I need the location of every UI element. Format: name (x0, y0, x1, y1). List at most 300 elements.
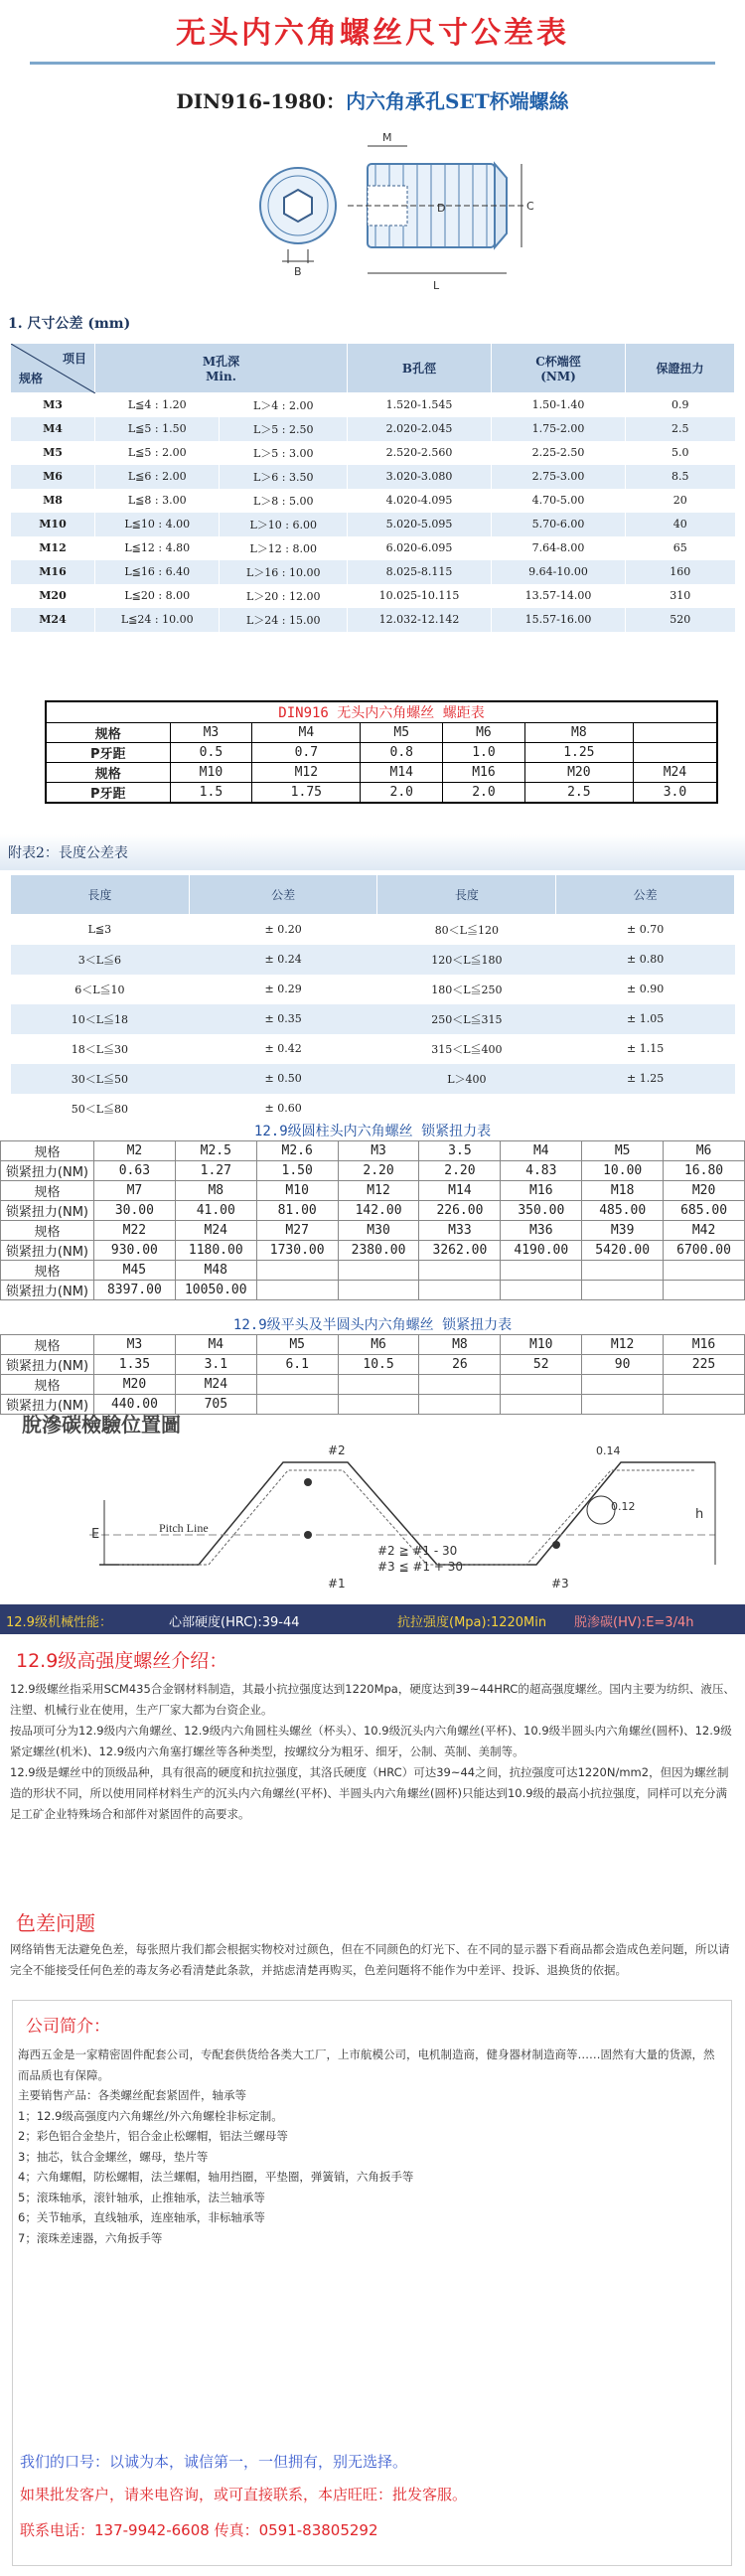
pitch-cell: 2.0 (361, 783, 443, 804)
torque-cell: 4.83 (501, 1161, 582, 1181)
c-cell: 7.64-8.00 (492, 536, 626, 560)
pitch-cell: 1.0 (443, 743, 525, 763)
c-cell: 13.57-14.00 (492, 584, 626, 608)
size-cell: M3 (93, 1335, 175, 1355)
set-screw-diagram (0, 124, 745, 303)
size-cell: M6 (11, 465, 95, 489)
size-cell: M18 (582, 1181, 664, 1201)
torque-cell: 6.1 (256, 1355, 338, 1375)
standard-code: DIN916-1980： (176, 89, 347, 113)
row-label: 规格 (1, 1261, 94, 1281)
row-label: 锁紧扭力(NM) (1, 1281, 94, 1300)
pitch-cell: M10 (170, 763, 252, 783)
size-cell: M24 (175, 1221, 256, 1241)
length-cell: ± 0.29 (189, 975, 377, 1004)
b-cell: 2.520-2.560 (348, 441, 492, 465)
color-diff-title: 色差问题 (16, 1911, 95, 1935)
page-title: 无头内六角螺丝尺寸公差表 (176, 16, 569, 51)
torque-cell: 1730.00 (256, 1241, 338, 1261)
torque-cell: 930.00 (93, 1241, 175, 1261)
core-hardness: 心部硬度(HRC):39-44 (169, 1615, 300, 1630)
torque-cell: 41.00 (175, 1201, 256, 1221)
length-cell: ± 1.15 (556, 1034, 735, 1064)
torque-cell: 350.00 (501, 1201, 582, 1221)
table-row (11, 1094, 735, 1124)
size-cell: M8 (419, 1335, 501, 1355)
b-cell: 10.025-10.115 (348, 584, 492, 608)
table-row (11, 560, 735, 584)
size-cell: M20 (664, 1181, 745, 1201)
b-cell: 3.020-3.080 (348, 465, 492, 489)
size-cell: M16 (664, 1335, 745, 1355)
length-cell: 50＜L≦80 (11, 1094, 190, 1124)
torque-size-row (1, 1141, 745, 1161)
torque-cell: 2.20 (419, 1161, 501, 1181)
company-line: 主要销售产品：各类螺丝配套紧固件，轴承等 (18, 2088, 246, 2102)
length-cell: ± 0.42 (189, 1034, 377, 1064)
m-long-cell: L＞6 : 3.50 (220, 465, 348, 489)
length-cell: 315＜L≦400 (377, 1034, 556, 1064)
size-cell: M4 (175, 1335, 256, 1355)
pitch-cell: M14 (361, 763, 443, 783)
pitch-cell: M8 (524, 723, 633, 743)
size-cell (338, 1261, 419, 1281)
torque-header: 保證扭力 (626, 344, 735, 393)
pitch-cell: 2.0 (443, 783, 525, 804)
torque-size-row (1, 1335, 745, 1355)
pitch-cell: M6 (443, 723, 525, 743)
size-cell: M22 (93, 1221, 175, 1241)
section1-title: 1. 尺寸公差 (mm) (8, 316, 131, 332)
torque-cell: 6700.00 (664, 1241, 745, 1261)
size-cell: M16 (501, 1181, 582, 1201)
pitch-cell: 1.25 (524, 743, 633, 763)
row-label: 规格 (1, 1221, 94, 1241)
length-cell: ± 1.25 (556, 1064, 735, 1094)
intro-paragraph-2: 按品项可分为12.9级内六角螺丝、12.9级内六角圆柱头螺丝（杯头）、10.9级沉头内六角螺丝(平杯)、10.9级半圆头内六角螺丝(圆杯)、12.9级紧定螺丝(机米)、12.9级内六角塞打螺丝等各种类型，按螺纹分为粗牙、细牙，公制、英制、美制等。 (10, 1724, 732, 1758)
length-cell: ± 0.70 (556, 915, 735, 945)
m-hole-header: M孔深 Min. (95, 344, 348, 393)
size-cell: M16 (11, 560, 95, 584)
c-cell: 9.64-10.00 (492, 560, 626, 584)
pitch-row (46, 723, 717, 743)
size-cell: M39 (582, 1221, 664, 1241)
length-tolerance-table (10, 874, 735, 1124)
torque-cell (582, 1395, 664, 1415)
m-long-cell: L＞5 : 3.00 (220, 441, 348, 465)
torque-cell: 1180.00 (175, 1241, 256, 1261)
company-title: 公司简介： (26, 2017, 110, 2037)
pitch-cell: M24 (633, 763, 717, 783)
pitch-cell (633, 743, 717, 763)
diagram-label-c: C (526, 200, 534, 213)
size-cell: M10 (256, 1181, 338, 1201)
torque-value-row (1, 1161, 745, 1181)
torque-size-row (1, 1221, 745, 1241)
length-cell: ± 1.05 (556, 1004, 735, 1034)
size-cell: 3.5 (419, 1141, 501, 1161)
torque-table-flat-round (0, 1314, 745, 1415)
c-cell: 4.70-5.00 (492, 489, 626, 513)
torque-cell: 685.00 (664, 1201, 745, 1221)
size-cell: M33 (419, 1221, 501, 1241)
length-cell: ± 0.50 (189, 1064, 377, 1094)
torque-cell: 81.00 (256, 1201, 338, 1221)
pitch-row (46, 763, 717, 783)
pitch-cell: 3.0 (633, 783, 717, 804)
length-cell: L≦3 (11, 915, 190, 945)
row-label: 规格 (1, 1375, 94, 1395)
b-cell: 5.020-5.095 (348, 513, 492, 536)
torque-value-row (1, 1355, 745, 1375)
pitch-cell: M5 (361, 723, 443, 743)
size-cell: M20 (11, 584, 95, 608)
appendix-title: 附表2：長度公差表 (8, 845, 128, 861)
torque-cell: 30.00 (93, 1201, 175, 1221)
c-cell: 2.25-2.50 (492, 441, 626, 465)
standard-subtitle (0, 85, 745, 114)
length-cell: 250＜L≦315 (377, 1004, 556, 1034)
decarb-value: 脱渗碳(HV):E=3/4h (574, 1615, 694, 1630)
company-line: 6；关节轴承，直线轴承，连座轴承，非标轴承等 (18, 2210, 265, 2224)
torque-cell: 3.1 (175, 1355, 256, 1375)
standard-name: 内六角承孔SET杯端螺絲 (346, 89, 569, 113)
pitch-row (46, 783, 717, 804)
b-cell: 2.020-2.045 (348, 417, 492, 441)
size-cell: M12 (582, 1335, 664, 1355)
company-line: 1；12.9级高强度内六角螺丝/外六角螺栓非标定制。 (18, 2108, 283, 2123)
company-line: 2；彩色铝合金垫片，铝合金止松螺帽，铝法兰螺母等 (18, 2129, 288, 2143)
pitch-cell: M16 (443, 763, 525, 783)
m-short-cell: L≦20 : 8.00 (95, 584, 220, 608)
size-cell: M4 (11, 417, 95, 441)
company-line: 4；六角螺帽，防松螺帽，法兰螺帽，轴用挡圈，平垫圈，弹簧销，六角扳手等 (18, 2170, 414, 2184)
torque-size-row (1, 1181, 745, 1201)
size-cell: M5 (582, 1141, 664, 1161)
size-cell: M2.6 (256, 1141, 338, 1161)
c-cell: 15.57-16.00 (492, 608, 626, 632)
torque-cell: 26 (419, 1355, 501, 1375)
length-cell (377, 1094, 556, 1124)
torque1-title: 12.9级圆柱头内六角螺丝 锁紧扭力表 (1, 1121, 745, 1141)
size-cell (664, 1261, 745, 1281)
table-row (11, 536, 735, 560)
size-cell: M24 (175, 1375, 256, 1395)
size-cell (664, 1375, 745, 1395)
length-cell: ± 0.35 (189, 1004, 377, 1034)
size-cell: M27 (256, 1221, 338, 1241)
torque-cell: 20 (626, 489, 735, 513)
torque-cell: 2.20 (338, 1161, 419, 1181)
size-cell (501, 1261, 582, 1281)
torque-cell: 0.9 (626, 393, 735, 417)
size-cell: M12 (11, 536, 95, 560)
torque-cell: 16.80 (664, 1161, 745, 1181)
size-cell: M3 (11, 393, 95, 417)
pitch-cell: 0.5 (170, 743, 252, 763)
title-divider (30, 62, 715, 65)
row-label: 锁紧扭力(NM) (1, 1241, 94, 1261)
m-long-cell: L＞8 : 5.00 (220, 489, 348, 513)
size-cell (419, 1261, 501, 1281)
torque-value-row (1, 1281, 745, 1300)
label-h: h (695, 1507, 704, 1522)
size-cell: M30 (338, 1221, 419, 1241)
size-cell: M42 (664, 1221, 745, 1241)
length-cell: ± 0.20 (189, 915, 377, 945)
torque-cell (582, 1281, 664, 1300)
company-line: 5；滚珠轴承，滚针轴承，止推轴承，法兰轴承等 (18, 2190, 265, 2204)
c-cell: 5.70-6.00 (492, 513, 626, 536)
torque-cell: 1.50 (256, 1161, 338, 1181)
torque-cell (419, 1281, 501, 1300)
size-cell: M36 (501, 1221, 582, 1241)
intro-title: 12.9级高强度螺丝介绍： (16, 1650, 228, 1672)
torque-cell: 705 (175, 1395, 256, 1415)
size-cell: M8 (175, 1181, 256, 1201)
row-label: 锁紧扭力(NM) (1, 1355, 94, 1375)
table-row (11, 584, 735, 608)
size-cell: M48 (175, 1261, 256, 1281)
tensile-strength: 抗拉强度(Mpa):1220Min (397, 1615, 547, 1630)
torque-size-row (1, 1261, 745, 1281)
torque-cell: 1.27 (175, 1161, 256, 1181)
size-cell: M10 (11, 513, 95, 536)
contact-info: 联系电话：137-9942-6608 传真：0591-83805292 (20, 2521, 378, 2539)
grade-label: 12.9级机械性能： (6, 1615, 112, 1630)
size-cell: M2.5 (175, 1141, 256, 1161)
torque-cell: 226.00 (419, 1201, 501, 1221)
row-label: 锁紧扭力(NM) (1, 1395, 94, 1415)
size-cell (582, 1375, 664, 1395)
length-cell (556, 1094, 735, 1124)
pitch-cell: 1.5 (170, 783, 252, 804)
m-long-cell: L＞5 : 2.50 (220, 417, 348, 441)
torque-cell: 8.5 (626, 465, 735, 489)
torque-cell: 0.63 (93, 1161, 175, 1181)
c-cup-header: C杯端徑 (NM) (492, 344, 626, 393)
m-long-cell: L＞12 : 8.00 (220, 536, 348, 560)
torque-cell: 160 (626, 560, 735, 584)
formula-2: #3 ≦ #1 + 30 (377, 1560, 464, 1574)
torque-cell: 8397.00 (93, 1281, 175, 1300)
intro-body (10, 1679, 735, 1825)
m-short-cell: L≦4 : 1.20 (95, 393, 220, 417)
torque-cell (256, 1281, 338, 1300)
c-cell: 1.50-1.40 (492, 393, 626, 417)
size-cell: M14 (419, 1181, 501, 1201)
length-cell: L＞400 (377, 1064, 556, 1094)
c-cell: 2.75-3.00 (492, 465, 626, 489)
torque-cell: 2.5 (626, 417, 735, 441)
m-long-cell: L＞4 : 2.00 (220, 393, 348, 417)
pitch-cell: M3 (170, 723, 252, 743)
company-line: 3；抽芯，钛合金螺丝，螺母，垫片等 (18, 2149, 209, 2164)
m-short-cell: L≦10 : 4.00 (95, 513, 220, 536)
m-long-cell: L＞10 : 6.00 (220, 513, 348, 536)
length-cell: ± 0.90 (556, 975, 735, 1004)
b-cell: 6.020-6.095 (348, 536, 492, 560)
table-row (11, 441, 735, 465)
length-cell: 30＜L≦50 (11, 1064, 190, 1094)
b-cell: 8.025-8.115 (348, 560, 492, 584)
company-line: 7；滚珠差速器，六角扳手等 (18, 2230, 163, 2245)
pitch-cell: 0.7 (252, 743, 361, 763)
torque-value-row (1, 1241, 745, 1261)
table-header (11, 344, 735, 393)
m-short-cell: L≦5 : 1.50 (95, 417, 220, 441)
length-cell: 80＜L≦120 (377, 915, 556, 945)
size-cell (501, 1375, 582, 1395)
table-row (11, 393, 735, 417)
torque-cell: 4190.00 (501, 1241, 582, 1261)
table-row (11, 608, 735, 632)
size-cell: M7 (93, 1181, 175, 1201)
torque-cell: 310 (626, 584, 735, 608)
size-cell: M5 (11, 441, 95, 465)
length-cell: 3＜L≦6 (11, 945, 190, 975)
table-header: 長度 公差 長度 公差 (11, 875, 735, 915)
table-row (11, 465, 735, 489)
company-slogan: 我们的口号：以诚为本，诚信第一，一但拥有，别无选择。 (20, 2453, 408, 2471)
dimension-tolerance-table (10, 343, 735, 632)
size-cell (419, 1375, 501, 1395)
torque-size-row (1, 1375, 745, 1395)
intro-paragraph-3: 12.9级是螺丝中的顶级品种，具有很高的硬度和抗拉强度，其洛氏硬度（HRC）可达39~44之间，抗拉强度可达1220N/mm2，但因为螺丝制造的形状不同，所以使用同样材料生产的沉头内六角螺丝(平杯)、半圆头内六角螺丝(圆杯)只能达到10.9级的最高小抗拉强度，同样可以充分满足工矿企业特殊场合和部件对紧固件的高要求。 (10, 1765, 729, 1821)
color-diff-body: 网络销售无法避免色差，每张照片我们都会根据实物校对过颜色，但在不同颜色的灯光下、在不同的显示器下看商品都会造成色差问题，所以请完全不能接受任何色差的毒友务必看清楚此条款，并掂虑清楚再购买，色差问题将不能作为中差评、投诉、退换货的依据。 (10, 1942, 730, 1977)
torque-cell: 40 (626, 513, 735, 536)
b-hole-header: B孔徑 (348, 344, 492, 393)
m-short-cell: L≦5 : 2.00 (95, 441, 220, 465)
b-cell: 4.020-4.095 (348, 489, 492, 513)
size-cell: M20 (93, 1375, 175, 1395)
company-body (18, 2045, 723, 2248)
table-row (11, 1034, 735, 1064)
size-cell (256, 1261, 338, 1281)
m-short-cell: L≦16 : 6.40 (95, 560, 220, 584)
torque-cell (501, 1395, 582, 1415)
torque-cell: 5.0 (626, 441, 735, 465)
size-cell: M5 (256, 1335, 338, 1355)
torque-cell: 10050.00 (175, 1281, 256, 1300)
length-cell: 180＜L≦250 (377, 975, 556, 1004)
torque-cell: 5420.00 (582, 1241, 664, 1261)
torque-value-row (1, 1201, 745, 1221)
length-cell: ± 0.80 (556, 945, 735, 975)
m-short-cell: L≦6 : 2.00 (95, 465, 220, 489)
m-long-cell: L＞24 : 15.00 (220, 608, 348, 632)
pitch-cell: M4 (252, 723, 361, 743)
length-cell: ± 0.60 (189, 1094, 377, 1124)
decarb-title: 脫滲碳檢驗位置圖 (22, 1413, 181, 1437)
row-label: P牙距 (46, 743, 170, 763)
pitch-cell: 2.5 (524, 783, 633, 804)
table-row (11, 513, 735, 536)
size-cell: M6 (664, 1141, 745, 1161)
torque-cell (338, 1395, 419, 1415)
torque-cell: 52 (501, 1355, 582, 1375)
row-label: 规格 (46, 723, 170, 743)
torque-cell: 10.5 (338, 1355, 419, 1375)
torque-cell: 2380.00 (338, 1241, 419, 1261)
m-short-cell: L≦12 : 4.80 (95, 536, 220, 560)
size-cell: M24 (11, 608, 95, 632)
torque-cell: 90 (582, 1355, 664, 1375)
length-cell: 18＜L≦30 (11, 1034, 190, 1064)
pitch-cell: 1.75 (252, 783, 361, 804)
label-p1: #1 (328, 1577, 346, 1591)
torque-cell: 485.00 (582, 1201, 664, 1221)
size-cell: M6 (338, 1335, 419, 1355)
size-cell: M45 (93, 1261, 175, 1281)
m-short-cell: L≦24 : 10.00 (95, 608, 220, 632)
torque-cell (664, 1281, 745, 1300)
torque-cell: 225 (664, 1355, 745, 1375)
m-long-cell: L＞20 : 12.00 (220, 584, 348, 608)
pitch-cell: M12 (252, 763, 361, 783)
length-cell: 10＜L≦18 (11, 1004, 190, 1034)
diagram-label-d: D (437, 202, 446, 215)
size-cell (256, 1375, 338, 1395)
torque-cell: 440.00 (93, 1395, 175, 1415)
row-label: P牙距 (46, 783, 170, 804)
row-label: 规格 (46, 763, 170, 783)
pitch-row (46, 743, 717, 763)
intro-paragraph-1: 12.9级螺丝指采用SCM435合金钢材料制造，其最小抗拉强度达到1220Mpa，硬度达到39~44HRC的超高强度螺丝。国内主要为纺织、液压、注塑、机械行业在使用，生产厂家大都为台资企业。 (10, 1682, 735, 1717)
m-short-cell: L≦8 : 3.00 (95, 489, 220, 513)
length-cell: 120＜L≦180 (377, 945, 556, 975)
diagram-label-l: L (433, 279, 440, 292)
torque-cell (501, 1281, 582, 1300)
size-cell: M4 (501, 1141, 582, 1161)
torque-cell (338, 1281, 419, 1300)
row-label: 规格 (1, 1141, 94, 1161)
label-e: E (91, 1527, 100, 1542)
length-cell: ± 0.24 (189, 945, 377, 975)
b-cell: 1.520-1.545 (348, 393, 492, 417)
size-cell (582, 1261, 664, 1281)
pitch-cell: M20 (524, 763, 633, 783)
company-line: 海西五金是一家精密固件配套公司，专配套供货给各类大工厂，上市航模公司，电机制造商，健身器材制造商等……固然有大量的货源，然而品质也有保障。 (18, 2047, 715, 2082)
table-row (11, 489, 735, 513)
table-row (11, 915, 735, 945)
torque-table-socket-cap (0, 1121, 745, 1300)
label-p3: #3 (551, 1577, 569, 1591)
torque-cell: 1.35 (93, 1355, 175, 1375)
size-cell: M10 (501, 1335, 582, 1355)
size-cell: M2 (93, 1141, 175, 1161)
formula-1: #2 ≧ #1 - 30 (377, 1544, 458, 1558)
pitch-table (45, 700, 718, 804)
label-014: 0.14 (596, 1444, 621, 1457)
table-row (11, 1004, 735, 1034)
size-cell (338, 1375, 419, 1395)
size-cell: M12 (338, 1181, 419, 1201)
b-cell: 12.032-12.142 (348, 608, 492, 632)
wholesale-note: 如果批发客户，请来电咨询，或可直接联系，本店旺旺：批发客服。 (20, 2486, 468, 2503)
length-cell: 6＜L≦10 (11, 975, 190, 1004)
size-cell: M8 (11, 489, 95, 513)
table-row (11, 1064, 735, 1094)
pitch-line-label: Pitch Line (159, 1521, 209, 1535)
diagram-label-m: M (382, 131, 392, 144)
row-label: 规格 (1, 1335, 94, 1355)
m-long-cell: L＞16 : 10.00 (220, 560, 348, 584)
table-row (11, 945, 735, 975)
decarb-diagram (0, 1440, 745, 1599)
torque-cell: 10.00 (582, 1161, 664, 1181)
table-row (11, 975, 735, 1004)
